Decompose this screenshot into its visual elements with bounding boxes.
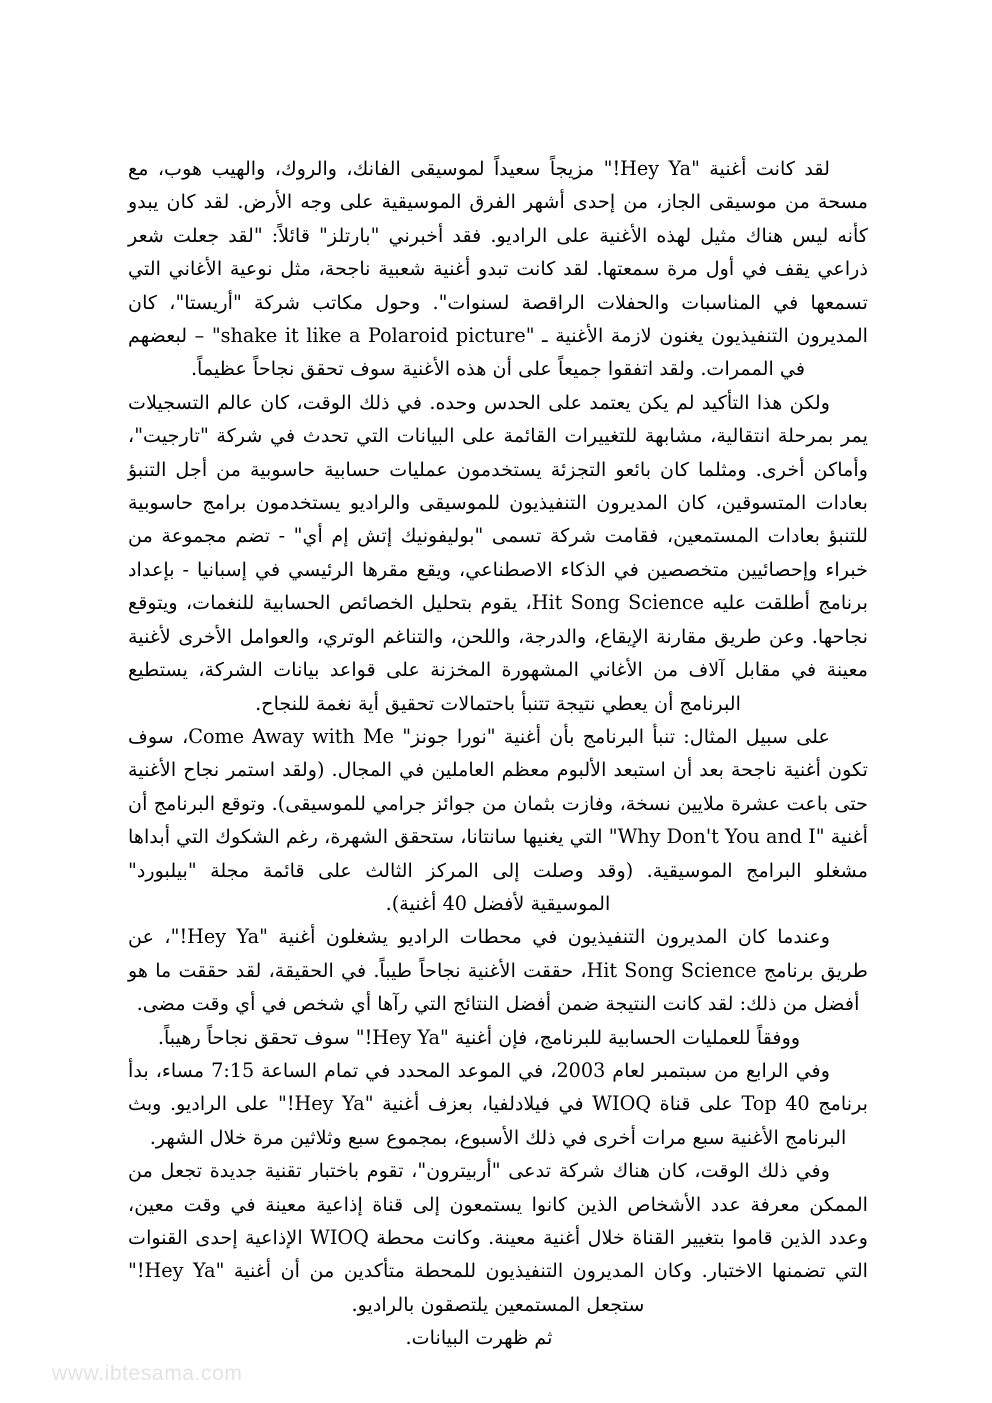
paragraph-8: ثم ظهرت البيانات. (405, 1326, 553, 1350)
text-column (128, 152, 868, 1355)
paragraph-7: وفي ذلك الوقت، كان هناك شركة تدعى "أربيترون"، تقوم باختبار تقنية جديدة تجعل من الممكن معرفة عدد الأشخاص الذين كانوا يستمعون إلى قناة إذاعية معينة في وقت معين، وعدد الذين قاموا بتغيير القناة خلال أغنية معينة. وكانت محطة WIOQ الإذاعية إحدى القنوات التي تضمنها الاختبار. وكان المديرون التنفيذيون للمحطة متأكدين من أن أغنية "Hey Ya!" ستجعل المستمعين يلتصقون بالراديو. (128, 1159, 868, 1316)
paragraph-2: ولكن هذا التأكيد لم يكن يعتمد على الحدس وحده. في ذلك الوقت، كان عالم التسجيلات يمر بمرحلة انتقالية، مشابهة للتغييرات القائمة على البيانات التي تحدث في شركة "تارجيت"، وأماكن أخرى. ومثلما كان بائعو التجزئة يستخدمون عمليات حسابية حاسوبية من أجل التنبؤ بعادات المتسوقين، كان المديرون التنفيذيون للموسيقى والراديو يستخدمون برامج حاسوبية للتنبؤ بعادات المستمعين، فقامت شركة تسمى "بوليفونيك إتش إم أي" - تضم مجموعة من خبراء وإحصائيين متخصصين في الذكاء الاصطناعي، ويقع مقرها الرئيسي في إسبانيا - بإعداد برنامج أطلقت عليه Hit Song Science، يقوم بتحليل الخصائص الحسابية للنغمات، ويتوقع نجاحها. وعن طريق مقارنة الإيقاع، والدرجة، واللحن، والتناغم الوتري، والعوامل الأخرى لأغنية معينة في مقابل آلاف من الأغاني المشهورة المخزنة على قواعد بيانات الشركة، يستطيع البرنامج أن يعطي نتيجة تتنبأ باحتمالات تحقيق أية نغمة للنجاح. (128, 390, 868, 715)
paragraph-4: وعندما كان المديرون التنفيذيون في محطات الراديو يشغلون أغنية "Hey Ya!"، عن طريق برنامج Hit Song Science، حققت الأغنية نجاحاً طيباً. في الحقيقة، لقد حققت ما هو أفضل من ذلك: لقد كانت النتيجة ضمن أفضل النتائج التي رآها أي شخص في أي وقت مضى. (128, 925, 868, 1016)
paragraph-1: لقد كانت أغنية "Hey Ya!" مزيجاً سعيداً لموسيقى الفانك، والروك، والهيب هوب، مع مسحة من موسيقى الجاز، من إحدى أشهر الفرق الموسيقية على وجه الأرض. لقد كان يبدو كأنه ليس هناك مثيل لهذه الأغنية على الراديو. فقد أخبرني "بارتلز" قائلاً: "لقد جعلت شعر ذراعي يقف في أول مرة سمعتها. لقد كانت تبدو أغنية شعبية ناجحة، مثل نوعية الأغاني التي تسمعها في المناسبات والحفلات الراقصة لسنوات". وحول مكاتب شركة "أريستا"، كان المديرون التنفيذيون يغنون لازمة الأغنية ـ "shake it like a Polaroid picture" – لبعضهم في الممرات. ولقد اتفقوا جميعاً على أن هذه الأغنية سوف تحقق نجاحاً عظيماً. (128, 157, 869, 381)
paragraph-3: على سبيل المثال: تنبأ البرنامج بأن أغنية "نورا جونز" Come Away with Me، سوف تكون أغنية ناجحة بعد أن استبعد الألبوم معظم العاملين في المجال. (ولقد استمر نجاح الأغنية حتى باعت عشرة ملايين نسخة، وفازت بثمان من جوائز جرامي للموسيقى). وتوقع البرنامج أن أغنية "Why Don't You and I" التي يغنيها سانتانا، ستحقق الشهرة، رغم الشكوك التي أبداها مشغلو البرامج الموسيقية. (وقد وصلت إلى المركز الثالث على قائمة مجلة "بيلبورد" الموسيقية لأفضل 40 أغنية). (128, 724, 868, 915)
paragraph-6: وفي الرابع من سبتمبر لعام 2003، في الموعد المحدد في تمام الساعة 7:15 مساء، بدأ برنامج Top 40 على قناة WIOQ في فيلادلفيا، بعزف أغنية "Hey Ya!" على الراديو. وبث البرنامج الأغنية سبع مرات أخرى في ذلك الأسبوع، بمجموع سبع وثلاثين مرة خلال الشهر. (128, 1058, 869, 1149)
site-watermark: www.ibtesama.com (52, 1362, 243, 1385)
paragraph-5: ووفقاً للعمليات الحسابية للبرنامج، فإن أغنية "Hey Ya!" سوف تحقق نجاحاً رهيباً. (157, 1025, 801, 1049)
